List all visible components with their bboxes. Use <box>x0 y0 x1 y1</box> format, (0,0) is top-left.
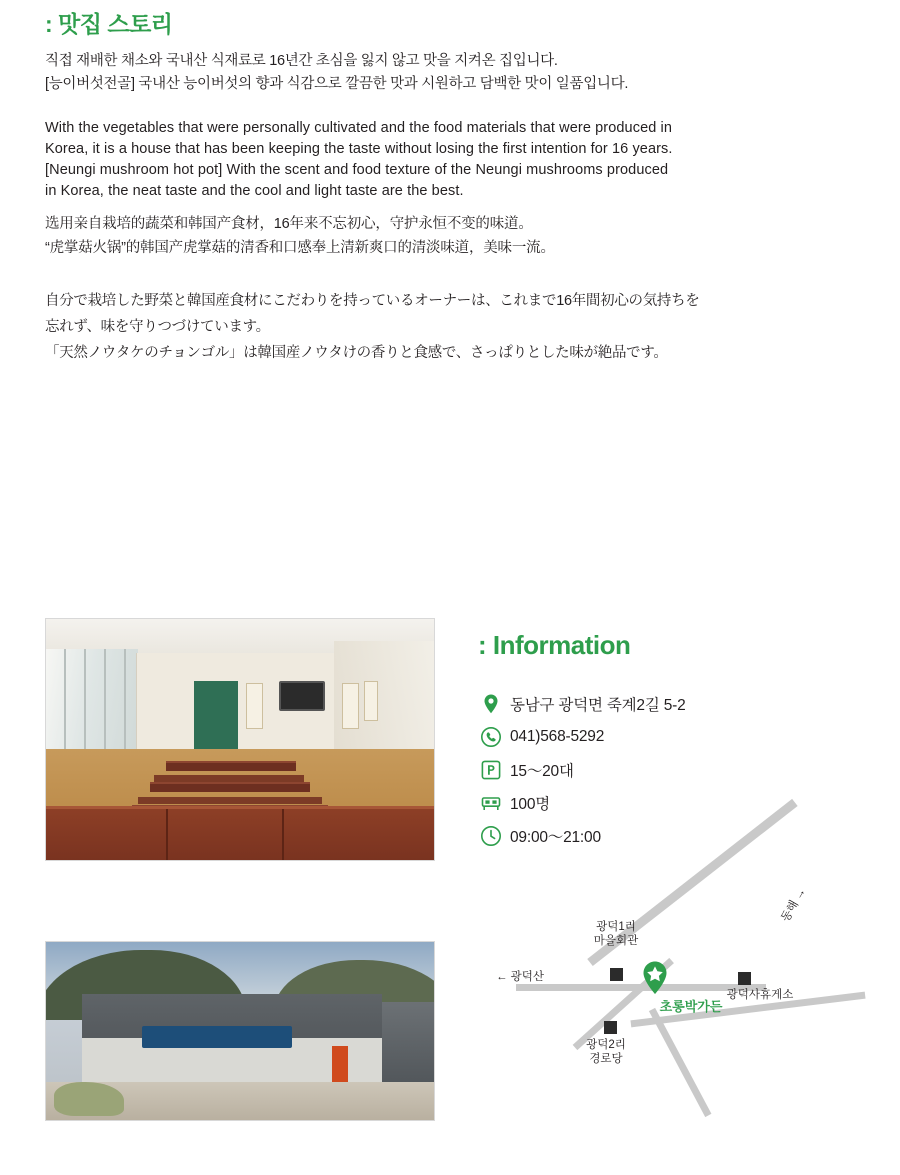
info-address-value: 동남구 광덕면 죽계2길 5-2 <box>510 697 686 714</box>
story-paragraph-english <box>45 118 865 202</box>
story-line-en-1: With the vegetables that were personally cultivated and the food materials that were produced in <box>45 120 673 136</box>
interior-table <box>166 761 296 771</box>
exterior-signboard <box>142 1026 292 1048</box>
exterior-entrance-door <box>332 1046 348 1086</box>
exterior-shrubs <box>54 1082 124 1116</box>
interior-raised-platform <box>46 806 434 860</box>
map-block-rest-area <box>738 972 751 985</box>
map-destination-pin-icon <box>640 960 670 1001</box>
interior-tv <box>279 681 325 711</box>
information-title: : Information <box>478 630 631 660</box>
restaurant-exterior-photo <box>45 941 435 1121</box>
story-line-jp-3: 「天然ノウタケのチョンゴル」は韓国産ノウタけの香りと食感で、さっぱりとした味が絶品です。 <box>45 345 668 361</box>
info-parking-value: 15〜20대 <box>510 763 574 780</box>
map-label-rest-area: 광덕사휴게소 <box>726 989 794 1001</box>
map-block-village-hall <box>610 968 623 981</box>
interior-bench <box>154 775 304 782</box>
interior-wall-scroll <box>364 681 378 721</box>
story-line-en-4: in Korea, the neat taste and the cool and light taste are the best. <box>45 183 464 199</box>
info-row-hours <box>480 820 880 852</box>
story-paragraph-japanese <box>45 288 865 366</box>
location-map[interactable] <box>480 888 870 1133</box>
seats-icon <box>480 792 510 814</box>
info-phone-value: 041)568-5292 <box>510 728 605 745</box>
phone-icon <box>480 726 510 748</box>
interior-wall-scroll <box>246 683 263 729</box>
info-row-phone <box>480 721 880 753</box>
map-road-branch <box>649 1008 712 1117</box>
map-label-village-hall: 광덕1리 마을회관 <box>593 921 639 947</box>
story-line-cn-1: 选用亲自栽培的蔬菜和韩国产食材，16年来不忘初心，守护永恒不变的味道。 <box>45 216 533 232</box>
story-line-ko-2: [능이버섯전골] 국내산 능이버섯의 향과 식감으로 깔끔한 맛과 시원하고 담백한 맛이 일품입니다. <box>45 76 629 92</box>
clock-icon <box>480 825 510 847</box>
info-hours-value: 09:00〜21:00 <box>510 829 601 846</box>
location-pin-icon <box>480 693 510 715</box>
interior-green-curtain <box>194 681 238 753</box>
story-line-jp-1: 自分で栽培した野菜と韓国産食材にこだわりを持っているオーナーは、これまで16年間初心の気持ちを <box>45 293 700 309</box>
information-list <box>480 688 880 853</box>
story-line-en-2: Korea, it is a house that has been keeping the taste without losing the first intention for 16 years. <box>45 141 673 157</box>
map-label-senior-center: 광덕2리 경로당 <box>586 1039 626 1065</box>
story-paragraph-korean <box>45 50 865 96</box>
info-row-parking <box>480 754 880 786</box>
story-line-ko-1: 직접 재배한 채소와 국내산 식재료로 16년간 초심을 잃지 않고 맛을 지켜온 집입니다. <box>45 53 558 69</box>
story-line-cn-2: “虎掌菇火锅”的韩国产虎掌菇的清香和口感奉上清新爽口的清淡味道，美味一流。 <box>45 240 555 256</box>
map-label-donghae: 동해 → <box>779 886 809 924</box>
story-line-en-3: [Neungi mushroom hot pot] With the scent and food texture of the Neungi mushrooms produced <box>45 162 669 178</box>
story-line-jp-2: 忘れず、味を守りつづけています。 <box>45 319 270 335</box>
map-label-gwangdeoksan: ← 광덕산 <box>495 971 545 983</box>
map-label-destination: 초롱박가든 <box>659 999 723 1014</box>
story-paragraph-chinese <box>45 212 865 260</box>
info-seats-value: 100명 <box>510 796 551 813</box>
interior-table <box>150 782 310 792</box>
map-block-senior-center <box>604 1021 617 1034</box>
exterior-side-building <box>382 1002 435 1086</box>
interior-wall-scroll <box>342 683 359 729</box>
interior-bench <box>138 797 322 804</box>
restaurant-interior-photo <box>45 618 435 861</box>
info-row-seats <box>480 787 880 819</box>
info-row-address <box>480 688 880 720</box>
parking-icon <box>480 759 510 781</box>
page-title: : 맛집 스토리 <box>45 11 173 37</box>
